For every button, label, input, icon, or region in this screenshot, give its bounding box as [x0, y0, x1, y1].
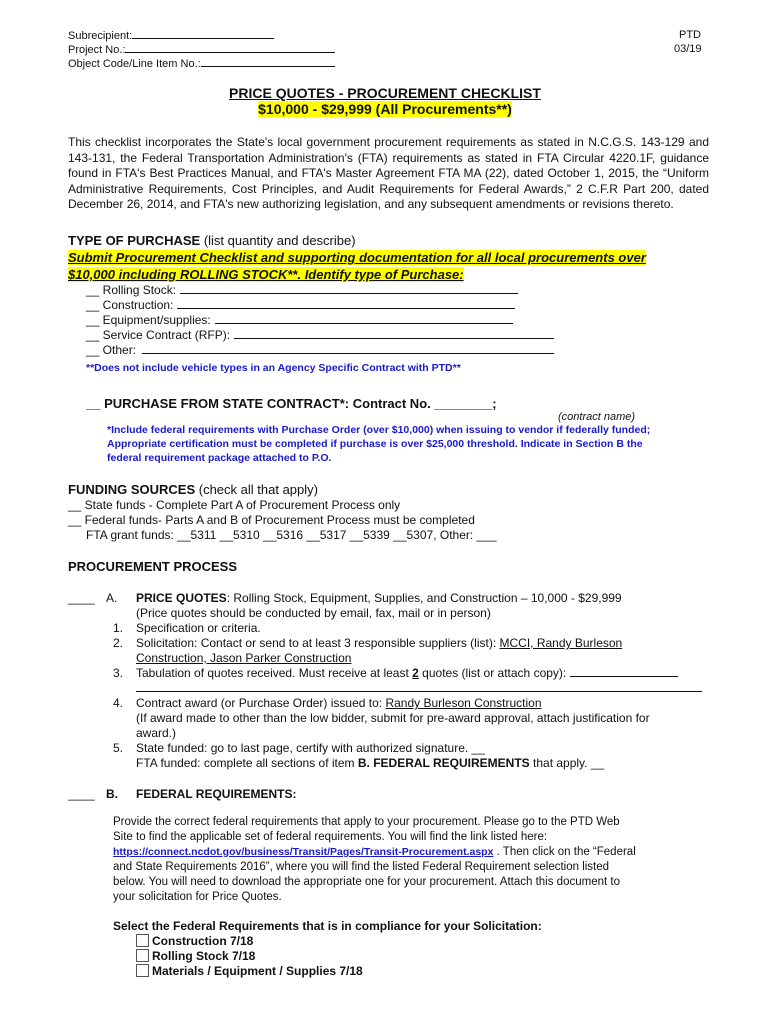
- type-item-blank[interactable]: [215, 313, 513, 324]
- item-5-sub-bold: B. FEDERAL REQUIREMENTS: [357, 756, 530, 770]
- section-a-item-1: Specification or criteria.: [136, 621, 261, 635]
- type-item-rolling-stock[interactable]: [86, 283, 518, 298]
- item-4-text: Contract award (or Purchase Order) issued to:: [136, 696, 386, 710]
- type-item-label: __ Equipment/supplies:: [86, 313, 211, 327]
- option-label: Rolling Stock 7/18: [152, 949, 256, 963]
- type-item-blank[interactable]: [142, 343, 554, 354]
- item-3-bold: 2: [412, 666, 419, 680]
- funding-heading-note: (check all that apply): [198, 482, 318, 497]
- type-item-label: __ Rolling Stock:: [86, 283, 177, 297]
- funding-federal[interactable]: __ Federal funds- Parts A and B of Procurement Process must be completed: [68, 513, 475, 527]
- type-note: **Does not include vehicle types in an Agency Specific Contract with PTD**: [86, 362, 461, 374]
- type-item-service[interactable]: [86, 328, 554, 343]
- project-label: Project No.:: [68, 44, 126, 56]
- item-2-text: Solicitation: Contact or send to at least 3 responsible suppliers (list):: [136, 636, 500, 650]
- item-5-sub-post: that apply. __: [529, 756, 605, 770]
- type-instruction-text2: $10,000 including ROLLING STOCK**. Identify type of Purchase:: [68, 267, 464, 282]
- item-3-text: Tabulation of quotes received. Must receive at least: [136, 666, 413, 680]
- type-heading-note: (list quantity and describe): [203, 233, 356, 248]
- section-b-para3-text: . Then click on the “Federal: [493, 846, 636, 858]
- section-a-item-4: [136, 696, 542, 711]
- section-b-para1: Provide the correct federal requirements that apply to your procurement. Please go to the PTD Web: [113, 816, 620, 828]
- intro-paragraph: This checklist incorporates the State's local government procurement requirements as stated in N.C.G.S. 143-129 and 143-131, the Federal Transportation Administration's (FTA) requirements as stated in FTA Circular 4220.1F, guidance found in FTA's Best Practices Manual, and FTA's Master Agreement FTA MA (22), dated October 1, 2015, the “Uniform Administrative Requirements, Cost Principles, and Audit Requirements for Federal Awards,” 2 C.F.R Part 200, dated December 26, 2014, and FTA's new authorizing legislation, and any subsequent amendments or revisions thereto.: [68, 135, 709, 211]
- materials-checkbox[interactable]: [136, 964, 149, 977]
- rolling-stock-checkbox[interactable]: [136, 949, 149, 962]
- funding-heading: [68, 482, 318, 497]
- option-label: Materials / Equipment / Supplies 7/18: [152, 964, 363, 978]
- option-materials[interactable]: [136, 964, 363, 979]
- transit-procurement-link[interactable]: https://connect.ncdot.gov/business/Transit/Pages/Transit-Procurement.aspx: [113, 846, 494, 858]
- section-a-blank[interactable]: ____: [68, 591, 95, 605]
- procurement-process-heading: PROCUREMENT PROCESS: [68, 559, 238, 574]
- header-date: 03/19: [674, 43, 702, 55]
- section-a-item-num: 4.: [113, 696, 124, 710]
- contract-name-label: (contract name): [558, 411, 636, 423]
- section-a-item-4-sub2: award.): [136, 726, 177, 740]
- state-contract-note-line2: Appropriate certification must be completed if purchase is over $25,000 threshold. Indicate in Section B the: [107, 438, 643, 450]
- section-b-title: FEDERAL REQUIREMENTS:: [136, 787, 297, 801]
- type-item-construction[interactable]: [86, 298, 515, 313]
- header-agency: PTD: [679, 29, 701, 41]
- option-rolling-stock[interactable]: [136, 949, 255, 964]
- section-a-item-5[interactable]: State funded: go to last page, certify with authorized signature. __: [136, 741, 485, 755]
- section-a-item-num: 2.: [113, 636, 124, 650]
- funding-state[interactable]: __ State funds - Complete Part A of Procurement Process only: [68, 498, 401, 512]
- type-item-equipment[interactable]: [86, 313, 513, 328]
- state-contract-note-line3: federal requirement package attached to P.O.: [107, 452, 332, 464]
- type-item-other[interactable]: [86, 343, 554, 358]
- section-a-item-num: 3.: [113, 666, 124, 680]
- type-item-blank[interactable]: [180, 283, 518, 294]
- object-code-label: Object Code/Line Item No.:: [68, 58, 201, 70]
- section-b-blank[interactable]: ____: [68, 787, 95, 801]
- type-item-blank[interactable]: [234, 328, 554, 339]
- option-label: Construction 7/18: [152, 934, 254, 948]
- section-a-item-3: [136, 666, 678, 681]
- quotes-blank[interactable]: [570, 666, 678, 677]
- title-line1: PRICE QUOTES - PROCUREMENT CHECKLIST: [229, 85, 541, 101]
- quotes-blank-line2[interactable]: [136, 691, 702, 692]
- object-code-field: [68, 56, 335, 71]
- type-instruction-line1: [68, 249, 646, 266]
- section-b-letter: B.: [106, 787, 118, 801]
- page-title: [0, 85, 770, 101]
- item-3-text2: quotes (list or attach copy):: [418, 666, 567, 680]
- section-a-item-num: 1.: [113, 621, 124, 635]
- suppliers-list-value-cont[interactable]: Construction, Jason Parker Construction: [136, 651, 352, 665]
- type-instruction-line2: [68, 266, 464, 283]
- project-blank[interactable]: [125, 42, 335, 53]
- type-item-label: __ Service Contract (RFP):: [86, 328, 231, 342]
- section-a-item-num: 5.: [113, 741, 124, 755]
- option-construction[interactable]: [136, 934, 253, 949]
- state-contract-heading[interactable]: __ PURCHASE FROM STATE CONTRACT*: Contract No. ________;: [86, 396, 497, 411]
- subrecipient-label: Subrecipient:: [68, 30, 133, 42]
- section-a-item-2: [136, 636, 622, 651]
- section-a-letter: A.: [106, 591, 118, 605]
- section-a-item-5-sub[interactable]: [136, 756, 604, 771]
- section-b-para4: and State Requirements 2016”, where you will find the listed Federal Requirement selection listed: [113, 861, 610, 873]
- section-a-title-rest: : Rolling Stock, Equipment, Supplies, and Construction – 10,000 - $29,999: [226, 591, 622, 605]
- project-field: [68, 42, 335, 57]
- award-issued-to-value[interactable]: Randy Burleson Construction: [385, 696, 542, 710]
- type-item-label: __ Construction:: [86, 298, 174, 312]
- section-a-title-bold: PRICE QUOTES: [136, 591, 227, 605]
- federal-select-heading: Select the Federal Requirements that is in compliance for your Solicitation:: [113, 919, 542, 933]
- page-subtitle: [0, 101, 770, 117]
- section-a-subtitle: (Price quotes should be conducted by email, fax, mail or in person): [136, 606, 491, 620]
- section-b-para2: Site to find the applicable set of federal requirements. You will find the link listed here:: [113, 831, 548, 843]
- title-range: $10,000 - $29,999 (All Procurements**): [258, 101, 512, 117]
- object-code-blank[interactable]: [201, 56, 335, 67]
- suppliers-list-value[interactable]: MCCI, Randy Burleson: [499, 636, 623, 650]
- section-a-title: [136, 591, 622, 606]
- type-instruction-text1: Submit Procurement Checklist and supporting documentation for all local procurements over: [68, 250, 646, 265]
- type-of-purchase-heading: [68, 233, 356, 248]
- funding-fta-grants[interactable]: FTA grant funds: __5311 __5310 __5316 __5317 __5339 __5307, Other: ___: [86, 528, 497, 542]
- type-item-label: __ Other:: [86, 343, 137, 357]
- subrecipient-field: [68, 28, 274, 43]
- section-b-para3: [113, 845, 636, 860]
- section-b-para5: below. You will need to download the appropriate one for your procurement. Attach this document to: [113, 876, 620, 888]
- type-item-blank[interactable]: [177, 298, 515, 309]
- state-contract-note-line1: *Include federal requirements with Purchase Order (over $10,000) when issuing to vendor if federally funded;: [107, 424, 651, 436]
- item-5-sub-pre: FTA funded: complete all sections of item: [136, 756, 358, 770]
- type-heading-text: TYPE OF PURCHASE: [68, 233, 201, 248]
- subrecipient-blank[interactable]: [132, 28, 274, 39]
- section-b-para6: your solicitation for Price Quotes.: [113, 891, 282, 903]
- section-a-item-4-sub1: (If award made to other than the low bidder, submit for pre-award approval, attach justification for: [136, 711, 650, 725]
- funding-heading-text: FUNDING SOURCES: [68, 482, 196, 497]
- construction-checkbox[interactable]: [136, 934, 149, 947]
